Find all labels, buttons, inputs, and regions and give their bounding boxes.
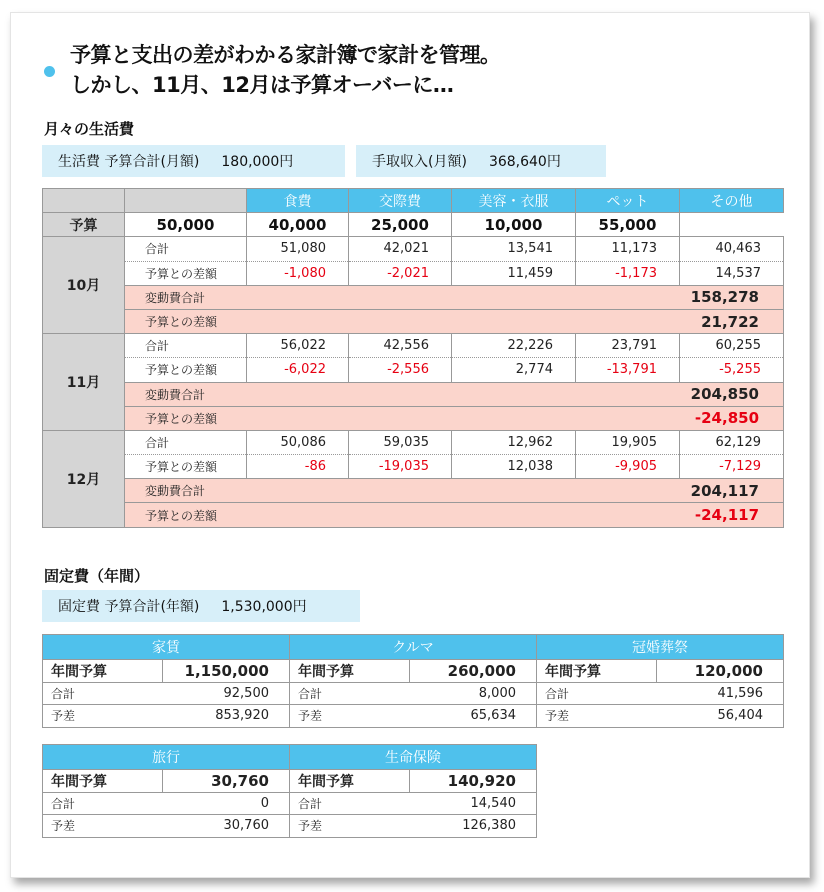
fixed-total-label: 合計: [290, 682, 410, 705]
fixed-budget-summary: [42, 590, 360, 622]
category-header: 交際費: [349, 189, 452, 213]
month-label: 12月: [43, 430, 125, 527]
year-budget-label: 年間予算: [43, 770, 163, 793]
living-budget-value: 180,000円: [221, 154, 294, 170]
fixed-cost-table: [289, 744, 537, 838]
category-diff: -9,905: [576, 455, 680, 479]
fixed-diff-label: 予差: [43, 705, 163, 728]
budget-row-label: 予算: [43, 213, 125, 237]
category-diff: 14,537: [680, 261, 784, 285]
category-diff: -2,021: [349, 261, 452, 285]
category-total: 56,022: [247, 334, 349, 358]
fixed-diff-label: 予差: [290, 815, 410, 838]
category-diff: 12,038: [452, 455, 576, 479]
category-total: 22,226: [452, 334, 576, 358]
budget-value: 25,000: [349, 213, 452, 237]
fixed-diff-value: 56,404: [657, 705, 784, 728]
category-total: 40,463: [680, 237, 784, 261]
row-total-label: 合計: [125, 334, 247, 358]
fixed-total-value: 41,596: [657, 682, 784, 705]
variable-total-label: 変動費合計: [125, 285, 452, 309]
variable-diff-label: 予算との差額: [125, 309, 452, 333]
category-total: 42,556: [349, 334, 452, 358]
title-line-1: 予算と支出の差がわかる家計簿で家計を管理。: [70, 43, 501, 67]
category-total: 50,086: [247, 430, 349, 454]
fixed-item-name: クルマ: [290, 635, 537, 660]
fixed-cost-table: [536, 634, 784, 728]
category-diff: -86: [247, 455, 349, 479]
fixed-item-name: 冠婚葬祭: [537, 635, 784, 660]
variable-diff-value: 21,722: [452, 309, 784, 333]
year-budget-value: 140,920: [410, 770, 537, 793]
category-header: その他: [680, 189, 784, 213]
category-total: 19,905: [576, 430, 680, 454]
fixed-diff-value: 65,634: [410, 705, 537, 728]
year-budget-label: 年間予算: [537, 660, 657, 683]
category-diff: -13,791: [576, 358, 680, 382]
variable-total-value: 204,850: [452, 382, 784, 406]
variable-total-label: 変動費合計: [125, 382, 452, 406]
category-diff: 11,459: [452, 261, 576, 285]
monthly-living-table: [42, 188, 784, 528]
category-diff: -19,035: [349, 455, 452, 479]
year-budget-value: 30,760: [163, 770, 290, 793]
fixed-diff-label: 予差: [537, 705, 657, 728]
category-header: 食費: [247, 189, 349, 213]
fixed-item-name: 家賃: [43, 635, 290, 660]
budget-value: 50,000: [125, 213, 247, 237]
title-line-2: しかし、11月、12月は予算オーバーに…: [70, 73, 454, 97]
income-label: 手取収入(月額): [372, 154, 467, 170]
category-diff: -5,255: [680, 358, 784, 382]
year-budget-value: 260,000: [410, 660, 537, 683]
income-value: 368,640円: [488, 154, 561, 170]
fixed-total-label: 合計: [290, 792, 410, 815]
row-diff-label: 予算との差額: [125, 261, 247, 285]
fixed-budget-value: 1,530,000円: [221, 599, 307, 615]
fixed-cost-table: [42, 634, 290, 728]
header-blank-cell: [125, 189, 247, 213]
budget-value: 40,000: [247, 213, 349, 237]
variable-diff-value: -24,117: [452, 503, 784, 527]
fixed-total-label: 合計: [43, 682, 163, 705]
category-total: 59,035: [349, 430, 452, 454]
category-header: 美容・衣服: [452, 189, 576, 213]
fixed-diff-label: 予差: [43, 815, 163, 838]
category-total: 51,080: [247, 237, 349, 261]
row-diff-label: 予算との差額: [125, 358, 247, 382]
budget-value: 55,000: [576, 213, 680, 237]
category-total: 11,173: [576, 237, 680, 261]
bullet-dot-icon: [44, 66, 55, 77]
year-budget-value: 120,000: [657, 660, 784, 683]
fixed-diff-label: 予差: [290, 705, 410, 728]
income-summary: [356, 145, 606, 177]
budget-value: 10,000: [452, 213, 576, 237]
category-total: 60,255: [680, 334, 784, 358]
category-total: 23,791: [576, 334, 680, 358]
year-budget-label: 年間予算: [290, 660, 410, 683]
fixed-cost-table: [289, 634, 537, 728]
year-budget-value: 1,150,000: [163, 660, 290, 683]
variable-diff-label: 予算との差額: [125, 406, 452, 430]
category-diff: -1,080: [247, 261, 349, 285]
fixed-total-label: 合計: [537, 682, 657, 705]
row-total-label: 合計: [125, 237, 247, 261]
category-diff: -6,022: [247, 358, 349, 382]
corner-cell: [43, 189, 125, 213]
fixed-item-name: 生命保険: [290, 745, 537, 770]
category-diff: -7,129: [680, 455, 784, 479]
fixed-cost-table: [42, 744, 290, 838]
category-header: ペット: [576, 189, 680, 213]
variable-total-value: 158,278: [452, 285, 784, 309]
row-diff-label: 予算との差額: [125, 455, 247, 479]
category-total: 62,129: [680, 430, 784, 454]
month-label: 10月: [43, 237, 125, 334]
category-diff: 2,774: [452, 358, 576, 382]
fixed-total-value: 14,540: [410, 792, 537, 815]
living-budget-label: 生活費 予算合計(月額): [58, 154, 200, 170]
fixed-total-label: 合計: [43, 792, 163, 815]
fixed-budget-label: 固定費 予算合計(年額): [58, 599, 200, 615]
variable-total-value: 204,117: [452, 479, 784, 503]
fixed-cost-heading: 固定費（年間）: [44, 567, 150, 585]
variable-total-label: 変動費合計: [125, 479, 452, 503]
fixed-total-value: 0: [163, 792, 290, 815]
fixed-total-value: 8,000: [410, 682, 537, 705]
fixed-item-name: 旅行: [43, 745, 290, 770]
category-diff: -2,556: [349, 358, 452, 382]
month-label: 11月: [43, 334, 125, 431]
living-cost-heading: 月々の生活費: [44, 120, 135, 138]
fixed-diff-value: 853,920: [163, 705, 290, 728]
fixed-diff-value: 126,380: [410, 815, 537, 838]
year-budget-label: 年間予算: [290, 770, 410, 793]
year-budget-label: 年間予算: [43, 660, 163, 683]
category-total: 13,541: [452, 237, 576, 261]
living-budget-summary: [42, 145, 345, 177]
row-total-label: 合計: [125, 430, 247, 454]
category-diff: -1,173: [576, 261, 680, 285]
variable-diff-value: -24,850: [452, 406, 784, 430]
variable-diff-label: 予算との差額: [125, 503, 452, 527]
fixed-diff-value: 30,760: [163, 815, 290, 838]
category-total: 42,021: [349, 237, 452, 261]
category-total: 12,962: [452, 430, 576, 454]
fixed-total-value: 92,500: [163, 682, 290, 705]
